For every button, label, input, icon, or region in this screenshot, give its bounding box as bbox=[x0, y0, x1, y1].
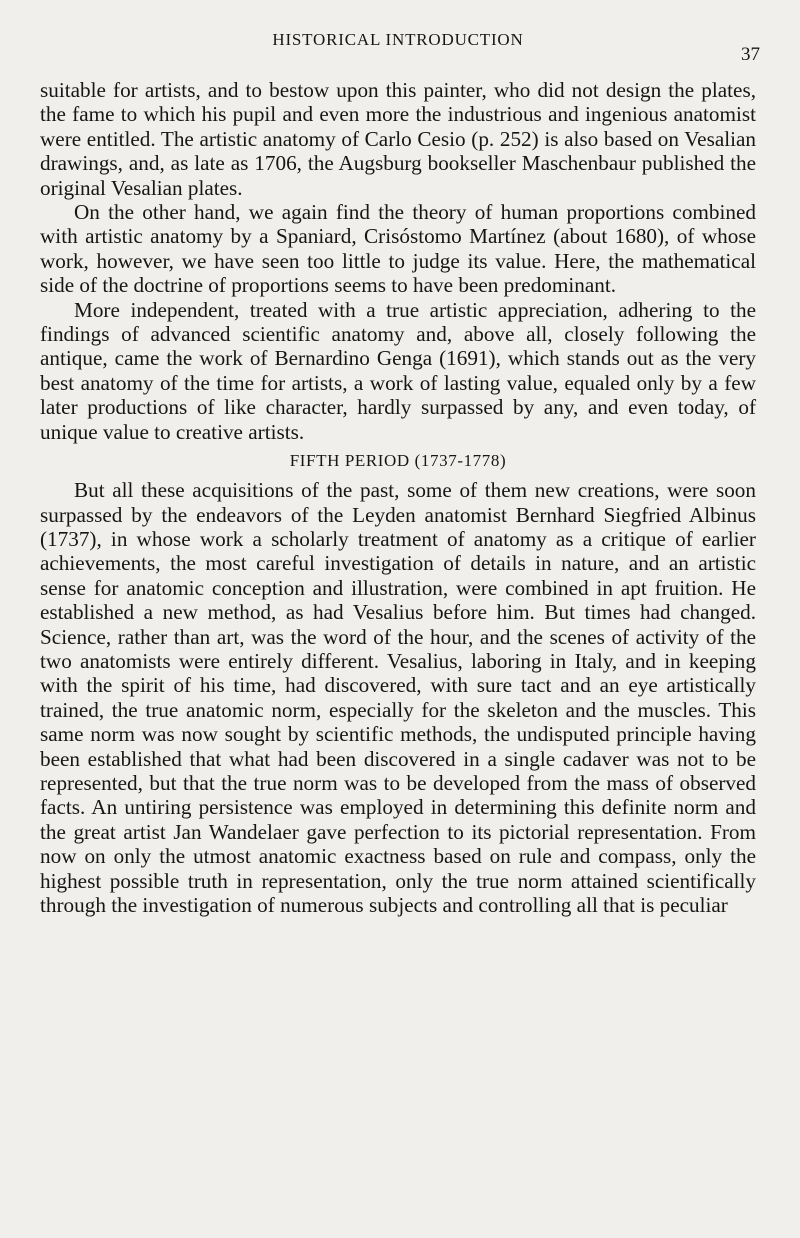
body-text bbox=[40, 78, 756, 917]
paragraph-genga: More independent, treated with a true artistic appreciation, adhering to the findings of advanced scientific anatomy and, above all, closely following the antique, came the work of Bernardino Genga (1691), which stands out as the very best anatomy of the time for artists, a work of lasting value, equaled only by a few later productions of like character, hardly surpassed by any, and even today, of unique value to creative artists. bbox=[40, 297, 756, 444]
paragraph-continued: suitable for artists, and to bestow upon this painter, who did not design the plates, the fame to which his pupil and even more the industrious and ingenious anatomist were entitled. The artistic anatomy of Carlo Cesio (p. 252) is also based on Vesalian drawings, and, as late as 1706, the Augsburg bookseller Maschenbaur published the original Vesalian plates. bbox=[40, 78, 756, 200]
running-head bbox=[40, 26, 760, 78]
running-title: HISTORICAL INTRODUCTION bbox=[272, 30, 524, 49]
paragraph-martinez: On the other hand, we again find the theory of human proportions combined with artistic anatomy by a Spaniard, Crisóstomo Martínez (about 1680), of whose work, however, we have seen too little to judge its value. Here, the mathematical side of the doctrine of proportions seems to have been predominant. bbox=[40, 200, 756, 298]
paragraph-albinus: But all these acquisitions of the past, some of them new creations, were soon surpassed by the endeavors of the Leyden anatomist Bernhard Siegfried Albinus (1737), in whose work a scholarly treatment of anatomy as a critique of earlier achievements, the most careful investigation of details in nature, and an artistic sense for anatomic conception and illustration, were combined in apt fruition. He established a new method, as had Vesalius before him. But times had changed. Science, rather than art, was the word of the hour, and the scenes of activity of the two anatomists were entirely different. Vesalius, laboring in Italy, and in keeping with the spirit of his time, had discovered, with sure tact and an eye artistically trained, the true anatomic norm, especially for the skeleton and the muscles. This same norm was now sought by scientific methods, the undisputed principle having been established that what had been discovered in a single cadaver was not to be represented, but that the true norm was to be developed from the mass of observed facts. An untiring persistence was employed in determining this definite norm and the great artist Jan Wandelaer gave perfection to its pictorial representation. From now on only the utmost anatomic exactness based on rule and compass, only the highest possible truth in representation, only the true norm attained scientifically through the investigation of numerous subjects and controlling all that is peculiar bbox=[40, 478, 756, 917]
section-heading: FIFTH PERIOD (1737-1778) bbox=[289, 451, 507, 471]
page-number: 37 bbox=[741, 44, 760, 65]
